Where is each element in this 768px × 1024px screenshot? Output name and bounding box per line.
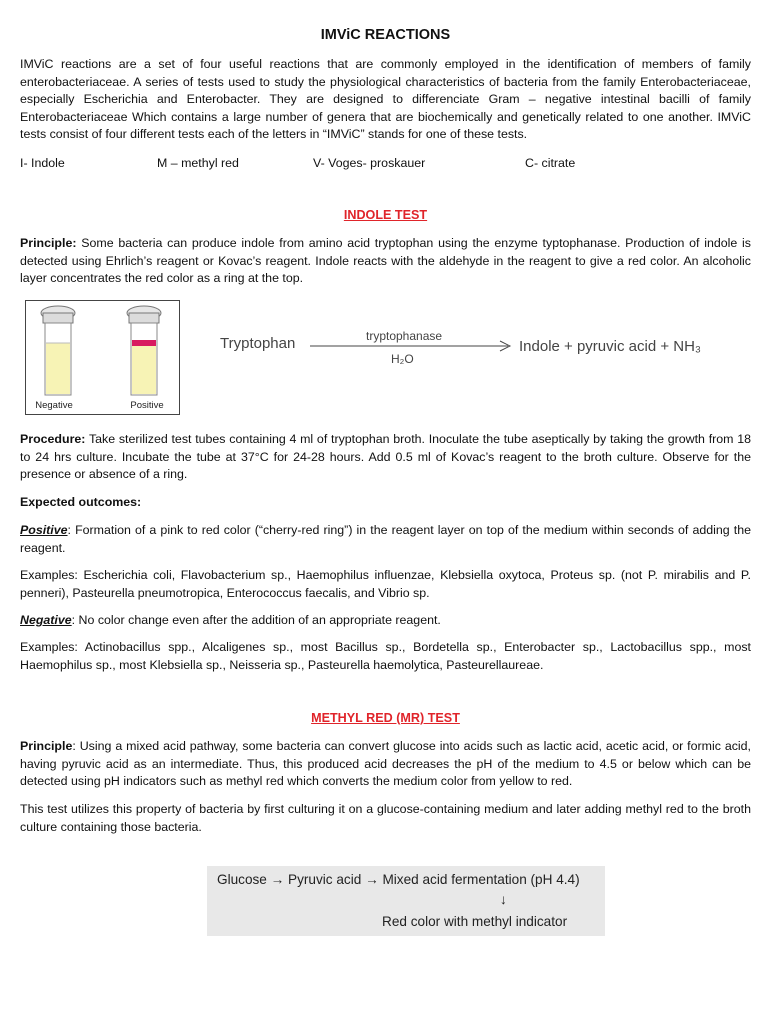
positive-outcome-text: : Formation of a pink to red color (“cherry-red ring”) in the reagent layer on top of the medium within seconds of adding the reagent. bbox=[20, 523, 751, 555]
methyl-red-utilizes: This test utilizes this property of bacteria by first culturing it on a glucose-containing medium and later adding methyl red to the broth culture containing those bacteria. bbox=[20, 802, 751, 834]
test-voges-proskauer: V- Voges- proskauer bbox=[313, 156, 426, 170]
negative-outcome bbox=[20, 612, 751, 630]
procedure-text: Take sterilized test tubes containing 4 ml of tryptophan broth. Inoculate the tube aseptically by taking the growth from 18 to 24 hrs culture. Incubate the tube at 37°C for 24-28 hours. Add 0.5 ml of Kovac’s reagent to the broth culture. Observe for the presence or absence of a ring. bbox=[20, 432, 751, 482]
principle-text: Some bacteria can produce indole from amino acid tryptophan using the enzyme typtophanase. Production of indole is detected using Ehrlich’s reagent or Kovac’s reagent. Indole reacts with the aldehyde in the reagent to give a red color. An alcoholic layer concentrates the red color as a ring at the top. bbox=[20, 236, 751, 286]
indole-tubes-figure bbox=[25, 300, 180, 415]
negative-examples: Examples: Actinobacillus spp., Alcaligenes sp., most Bacillus sp., Bordetella sp., Enterobacter sp., Lactobacillus spp., most Haemophilus sp., most Klebsiella sp., Neisseria sp., Pasteurella haemolytica, Pasteurellaureae. bbox=[20, 640, 751, 672]
positive-examples: Examples: Escherichia coli, Flavobacterium sp., Haemophilus influenzae, Klebsiella oxytoca, Proteus sp. (not P. mirabilis and P. penneri), Pasteurella pneumotropica, Enterococcus faecalis, and Vibrio sp. bbox=[20, 568, 751, 600]
test-methyl-red: M – methyl red bbox=[157, 156, 239, 170]
page-title: IMViC REACTIONS bbox=[320, 27, 451, 43]
mr-principle-text: : Using a mixed acid pathway, some bacteria can convert glucose into acids such as lactic acid, acetic acid, or formic acid, having pyruvic acid as an intermediate. Thus, this produced acid decreases the pH of the medium to 4.5 or below which can be detected using pH indicators such as methyl red which converts the medium color from yellow to red. bbox=[20, 739, 751, 789]
enzyme-label: tryptophanase bbox=[366, 329, 443, 343]
indole-procedure bbox=[20, 431, 751, 484]
positive-label: Positive bbox=[130, 400, 164, 411]
flow-line-2: Red color with methyl indicator bbox=[382, 914, 568, 929]
negative-outcome-text: : No color change even after the addition of an appropriate reagent. bbox=[71, 613, 441, 627]
indole-heading: INDOLE TEST bbox=[343, 208, 428, 222]
positive-outcome bbox=[20, 522, 751, 557]
reactant-label: Tryptophan bbox=[220, 335, 296, 352]
methyl-red-heading: METHYL RED (MR) TEST bbox=[311, 711, 460, 725]
tubes-illustration bbox=[26, 301, 179, 414]
indole-principle bbox=[20, 235, 751, 288]
procedure-label: Procedure: bbox=[20, 432, 86, 446]
products-label: Indole + pyruvic acid + NH₃ bbox=[519, 338, 702, 355]
test-citrate: C- citrate bbox=[525, 156, 576, 170]
indole-reaction-equation bbox=[216, 320, 716, 380]
flow-down-arrow: ↓ bbox=[500, 892, 507, 907]
test-indole: I- Indole bbox=[20, 156, 65, 170]
water-label: H₂O bbox=[391, 352, 414, 366]
positive-tube bbox=[127, 306, 161, 395]
imvic-test-list bbox=[20, 156, 751, 174]
methyl-red-flow-box bbox=[207, 866, 605, 936]
expected-outcomes-label: Expected outcomes: bbox=[20, 495, 142, 509]
methyl-red-principle bbox=[20, 738, 751, 791]
mr-principle-label: Principle bbox=[20, 739, 73, 753]
negative-label: Negative bbox=[35, 400, 73, 411]
principle-label: Principle: bbox=[20, 236, 77, 250]
positive-outcome-label: Positive bbox=[20, 523, 68, 537]
negative-outcome-label: Negative bbox=[20, 613, 72, 627]
intro-paragraph: IMViC reactions are a set of four useful reactions that are commonly employed in the identification of members of family enterobacteriaceae. A series of tests used to study the physiological characteristics of bacteria from the family Enterobacteriaceae, especially Escherichia and Enterobacter. They are designed to differenciate Gram – negative intestinal bacilli of family Enterobacteriaceae Which contains a large number of genera that are biochemically and genetically related to one another. IMViC tests consist of four different tests each of the letters in “IMViC” stands for one of these tests. bbox=[20, 57, 751, 142]
flow-line-1: Glucose → Pyruvic acid → Mixed acid fermentation (pH 4.4) bbox=[217, 872, 580, 887]
negative-tube bbox=[41, 306, 75, 395]
